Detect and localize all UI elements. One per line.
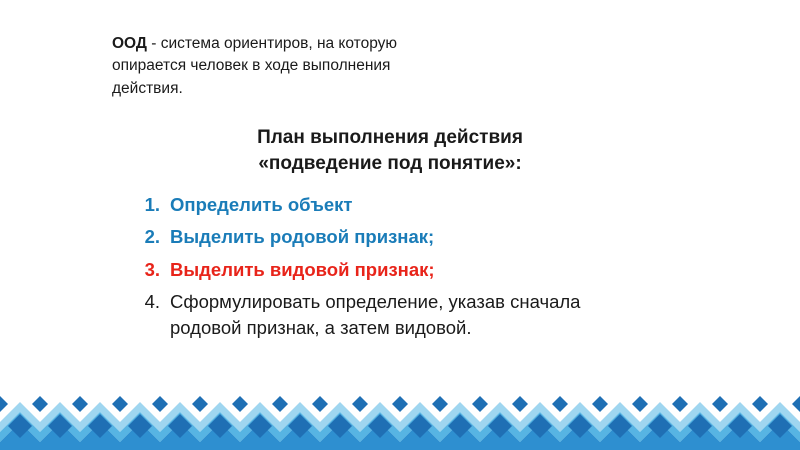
list-item-number: 3. bbox=[144, 258, 160, 280]
folk-pattern-border-icon bbox=[0, 388, 800, 450]
steps-list bbox=[130, 192, 690, 347]
list-item bbox=[130, 224, 690, 250]
list-item-label: Выделить видовой признак; bbox=[170, 258, 435, 280]
definition-paragraph bbox=[112, 33, 412, 100]
list-item-number: 2. bbox=[144, 226, 160, 248]
title-line-1: План выполнения действия bbox=[257, 127, 523, 148]
list-item-number: 4. bbox=[144, 290, 160, 312]
list-item-label: Выделить родовой признак; bbox=[170, 226, 435, 248]
list-item bbox=[130, 289, 690, 342]
page-title bbox=[110, 125, 670, 176]
title-line-2: «подведение под понятие»: bbox=[258, 152, 522, 174]
list-item-number: 1. bbox=[144, 194, 160, 215]
definition-text: - система ориентиров, на которую опирается человек в ходе выполнения действия. bbox=[112, 35, 398, 97]
definition-term: ООД bbox=[112, 35, 147, 52]
list-item-label: Определить объект bbox=[170, 194, 353, 215]
list-item-label: Сформулировать определение, указав сначала родовой признак, а затем видовой. bbox=[170, 290, 581, 339]
list-item bbox=[130, 257, 690, 283]
list-item bbox=[130, 192, 690, 218]
